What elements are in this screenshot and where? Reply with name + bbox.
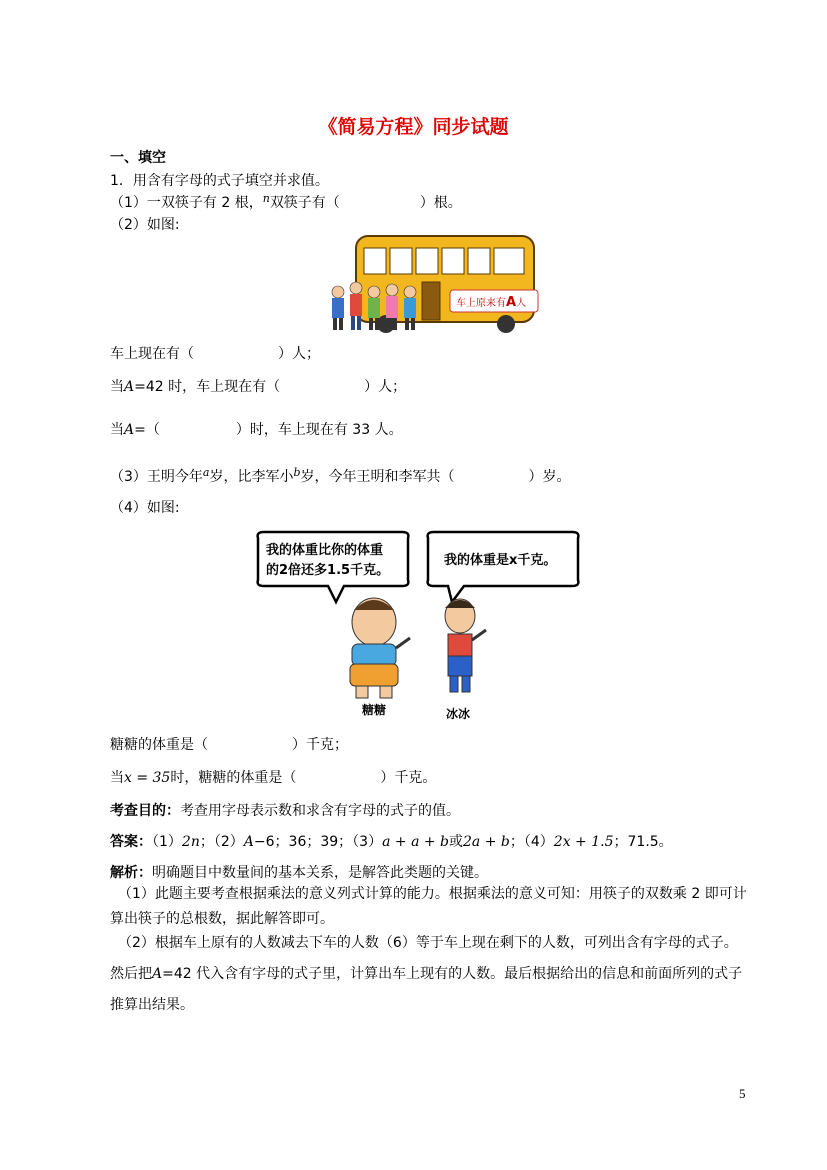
bus-illustration [326,234,544,336]
analysis-paragraph-2 [110,928,750,1021]
weight-illustration [252,530,586,720]
page-title: 《简易方程》同步试题 [318,116,509,138]
analysis-line [110,862,488,882]
question-1-part-1 [110,192,462,212]
q1-p3-text-b: 岁，比李军小 [209,469,294,485]
q1-p2-l3-text-b: =（ [134,422,160,438]
answer-label: 答案： [110,834,152,850]
variable-b: b [293,466,301,479]
question-1-part-2-line-3 [110,419,403,439]
q1-p4-l1-text-a: 糖糖的体重是（ [110,737,208,753]
question-1-part-4-line-2 [110,767,436,787]
question-1-part-2-line-1 [110,343,320,363]
purpose-text: 考查用字母表示数和求含有字母的式子的值。 [180,803,460,819]
bus-window [416,248,438,274]
analysis-paragraph-1-text: （1）此题主要考查根据乘法的意义列式计算的能力。根据乘法的意义可知：用筷子的双数乘 2 即可计算出筷子的总根数，据此解答即可。 [110,886,747,927]
answer-expr-2: A [243,834,254,850]
q1-p1-text-a: （1）一双筷子有 2 根， [110,195,263,211]
question-1-part-3 [110,466,571,486]
analysis-label: 解析： [110,865,152,881]
bus-door [422,282,440,320]
bus-window [390,248,412,274]
variable-a: a [202,466,210,479]
answer-expr-1: 2n [181,834,200,850]
page-number: 5 [739,1086,746,1101]
bus-wheel [497,315,515,333]
bubble-2-text: 我的体重是x千克。 [444,553,557,568]
q1-p4-l2-text-c: ）千克。 [380,770,437,786]
question-1-part-2-line-2 [110,376,406,396]
answer-expr-3: a + a + b [382,834,450,850]
bus-window [468,248,490,274]
q1-p3-text-a: （3）王明今年 [110,469,203,485]
q1-p4-l2-text-a: 当 [110,770,124,786]
q1-p4-l2-text-b: 时，糖糖的体重是（ [170,770,297,786]
bubble-1-line-1: 我的体重比你的体重 [266,543,384,558]
q1-p2-l2-text-b: =42 时，车上现在有（ [134,379,281,395]
answer-text-2: ；（2） [199,834,244,850]
q1-p3-text-d: ）岁。 [528,469,571,485]
bubble-1-line-2: 的2倍还多1.5千克。 [266,563,390,578]
question-1-part-4-line-1 [110,734,348,754]
q1-p2-l2-text-c: ）人； [364,379,407,395]
bus-window [442,248,464,274]
analysis-p2-text-a: （2）根据车上原有的人数减去下车的人数（6）等于车上现在剩下的人数，可列出含有字母的式子。然后把 [110,935,738,982]
equation-x-35: x = 35 [124,770,171,786]
answer-text-5: ；（4） [509,834,554,850]
bus-sign-text: 车上原来有A人 [456,295,527,310]
bus-window [494,248,524,274]
q1-p2-l1-text-b: ）人； [278,346,320,362]
answer-text-3: −6；36；39；（3） [253,834,383,850]
answer-text-1: （1） [152,834,182,850]
answer-expr-4: 2a + b [463,834,510,850]
analysis-paragraph-1 [110,882,750,932]
q1-p2-l2-text-a: 当 [110,379,124,395]
tangtang-figure [350,598,410,698]
variable-A: A [124,422,135,438]
variable-n: n [262,192,270,205]
name-bingbing: 冰冰 [446,707,471,720]
answer-expr-5: 2x + 1.5 [553,834,614,850]
q1-p2-l3-text-a: 当 [110,422,124,438]
analysis-intro: 明确题目中数量间的基本关系，是解答此类题的关键。 [152,865,488,881]
question-1-part-4: （4）如图: [110,500,180,516]
q1-p2-l1-text-a: 车上现在有（ [110,346,194,362]
variable-A: A [152,966,163,982]
bingbing-figure [445,599,486,692]
q1-p1-text-b: 双筷子有（ [269,195,340,211]
variable-A: A [124,379,135,395]
q1-p3-text-c: 岁，今年王明和李军共（ [300,469,455,485]
name-tangtang: 糖糖 [362,703,387,717]
bus-window [364,248,386,274]
question-1-stem: 1．用含有字母的式子填空并求值。 [110,173,329,189]
answer-text-6: ；71.5。 [613,834,673,850]
analysis-p2-text-b: =42 代入含有字母的式子里，计算出车上现有的人数。最后根据给出的信息和前面所列的式子推算出结果。 [110,966,743,1013]
purpose-line [110,800,460,820]
purpose-label: 考查目的： [110,803,180,819]
question-1-part-2: （2）如图: [110,217,180,233]
q1-p1-text-c: ）根。 [419,195,462,211]
q1-p2-l3-text-c: ）时，车上现在有 33 人。 [235,422,403,438]
answer-line [110,831,673,851]
section-heading: 一、填空 [110,150,166,166]
q1-p4-l1-text-b: ）千克； [292,737,348,753]
answer-text-4: 或 [449,834,464,850]
